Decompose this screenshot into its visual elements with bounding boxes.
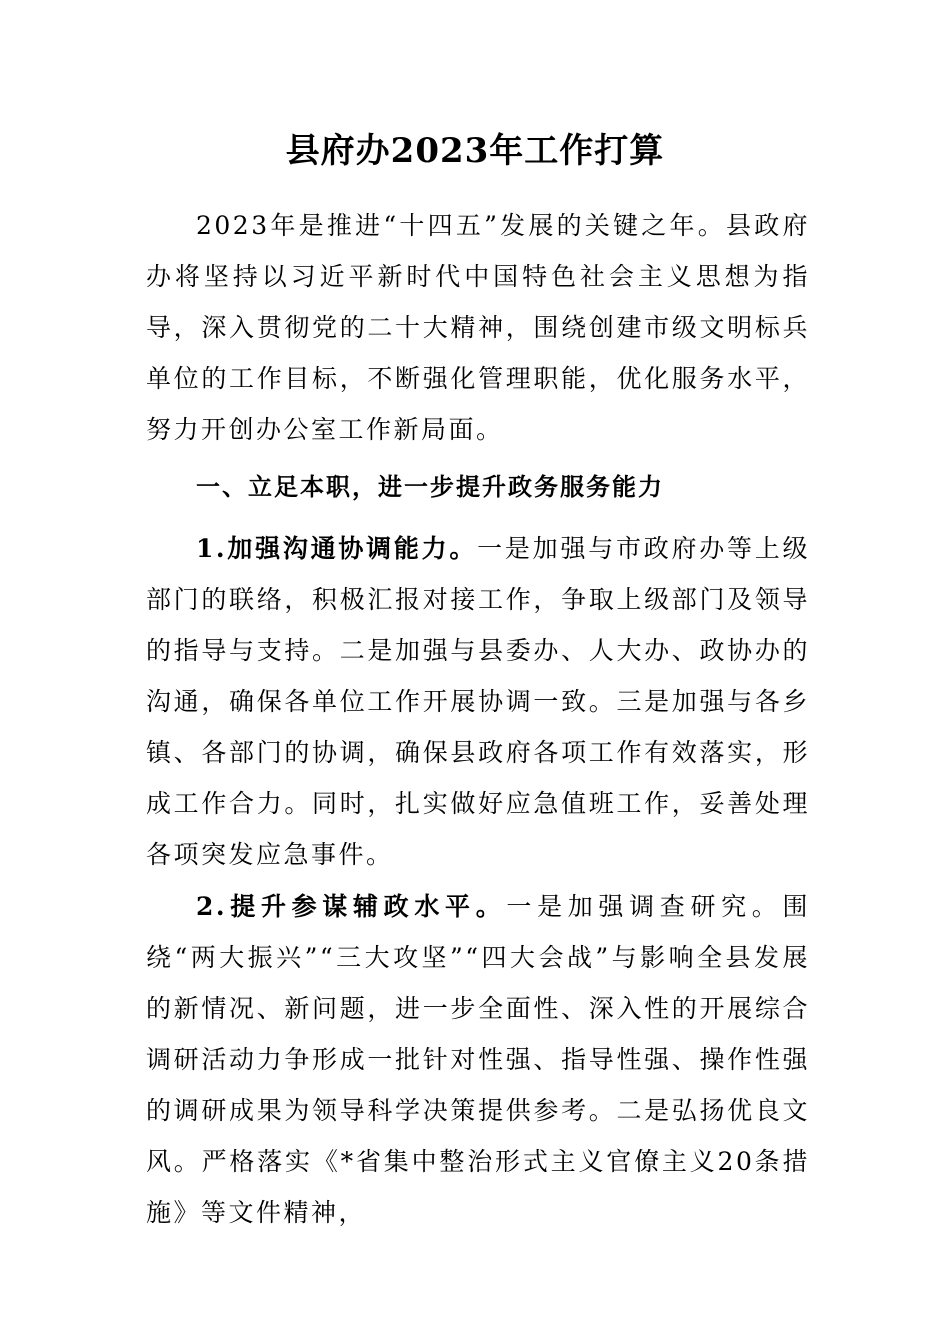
item-2-paragraph <box>146 881 810 1238</box>
item-2-body: 一是加强调查研究。围绕“两大振兴”“三大攻坚”“四大会战”与影响全县发展的新情况、新问题，进一步全面性、深入性的开展综合调研活动力争形成一批针对性强、指导性强、操作性强的调研成果为领导科学决策提供参考。二是弘扬优良文风。严格落实《*省集中整治形式主义官僚主义20条措施》等文件精神， <box>146 892 810 1227</box>
item-1-paragraph <box>146 523 810 880</box>
document-title: 县府办2023年工作打算 <box>285 131 665 171</box>
section-heading-1: 一、立足本职，进一步提升政务服务能力 <box>196 473 664 501</box>
item-1-body: 一是加强与市政府办等上级部门的联络，积极汇报对接工作，争取上级部门及领导的指导与支持。二是加强与县委办、人大办、政协办的沟通，确保各单位工作开展协调一致。三是加强与各乡镇、各部门的协调，确保县政府各项工作有效落实，形成工作合力。同时，扎实做好应急值班工作，妥善处理各项突发应急事件。 <box>146 534 810 869</box>
intro-paragraph: 2023年是推进“十四五”发展的关键之年。县政府办将坚持以习近平新时代中国特色社会主义思想为指导，深入贯彻党的二十大精神，围绕创建市级文明标兵单位的工作目标，不断强化管理职能，优化服务水平，努力开创办公室工作新局面。 <box>146 211 810 444</box>
item-1-lead: 1.加强沟通协调能力。 <box>196 534 478 563</box>
item-2-lead: 2.提升参谋辅政水平。 <box>196 892 507 921</box>
